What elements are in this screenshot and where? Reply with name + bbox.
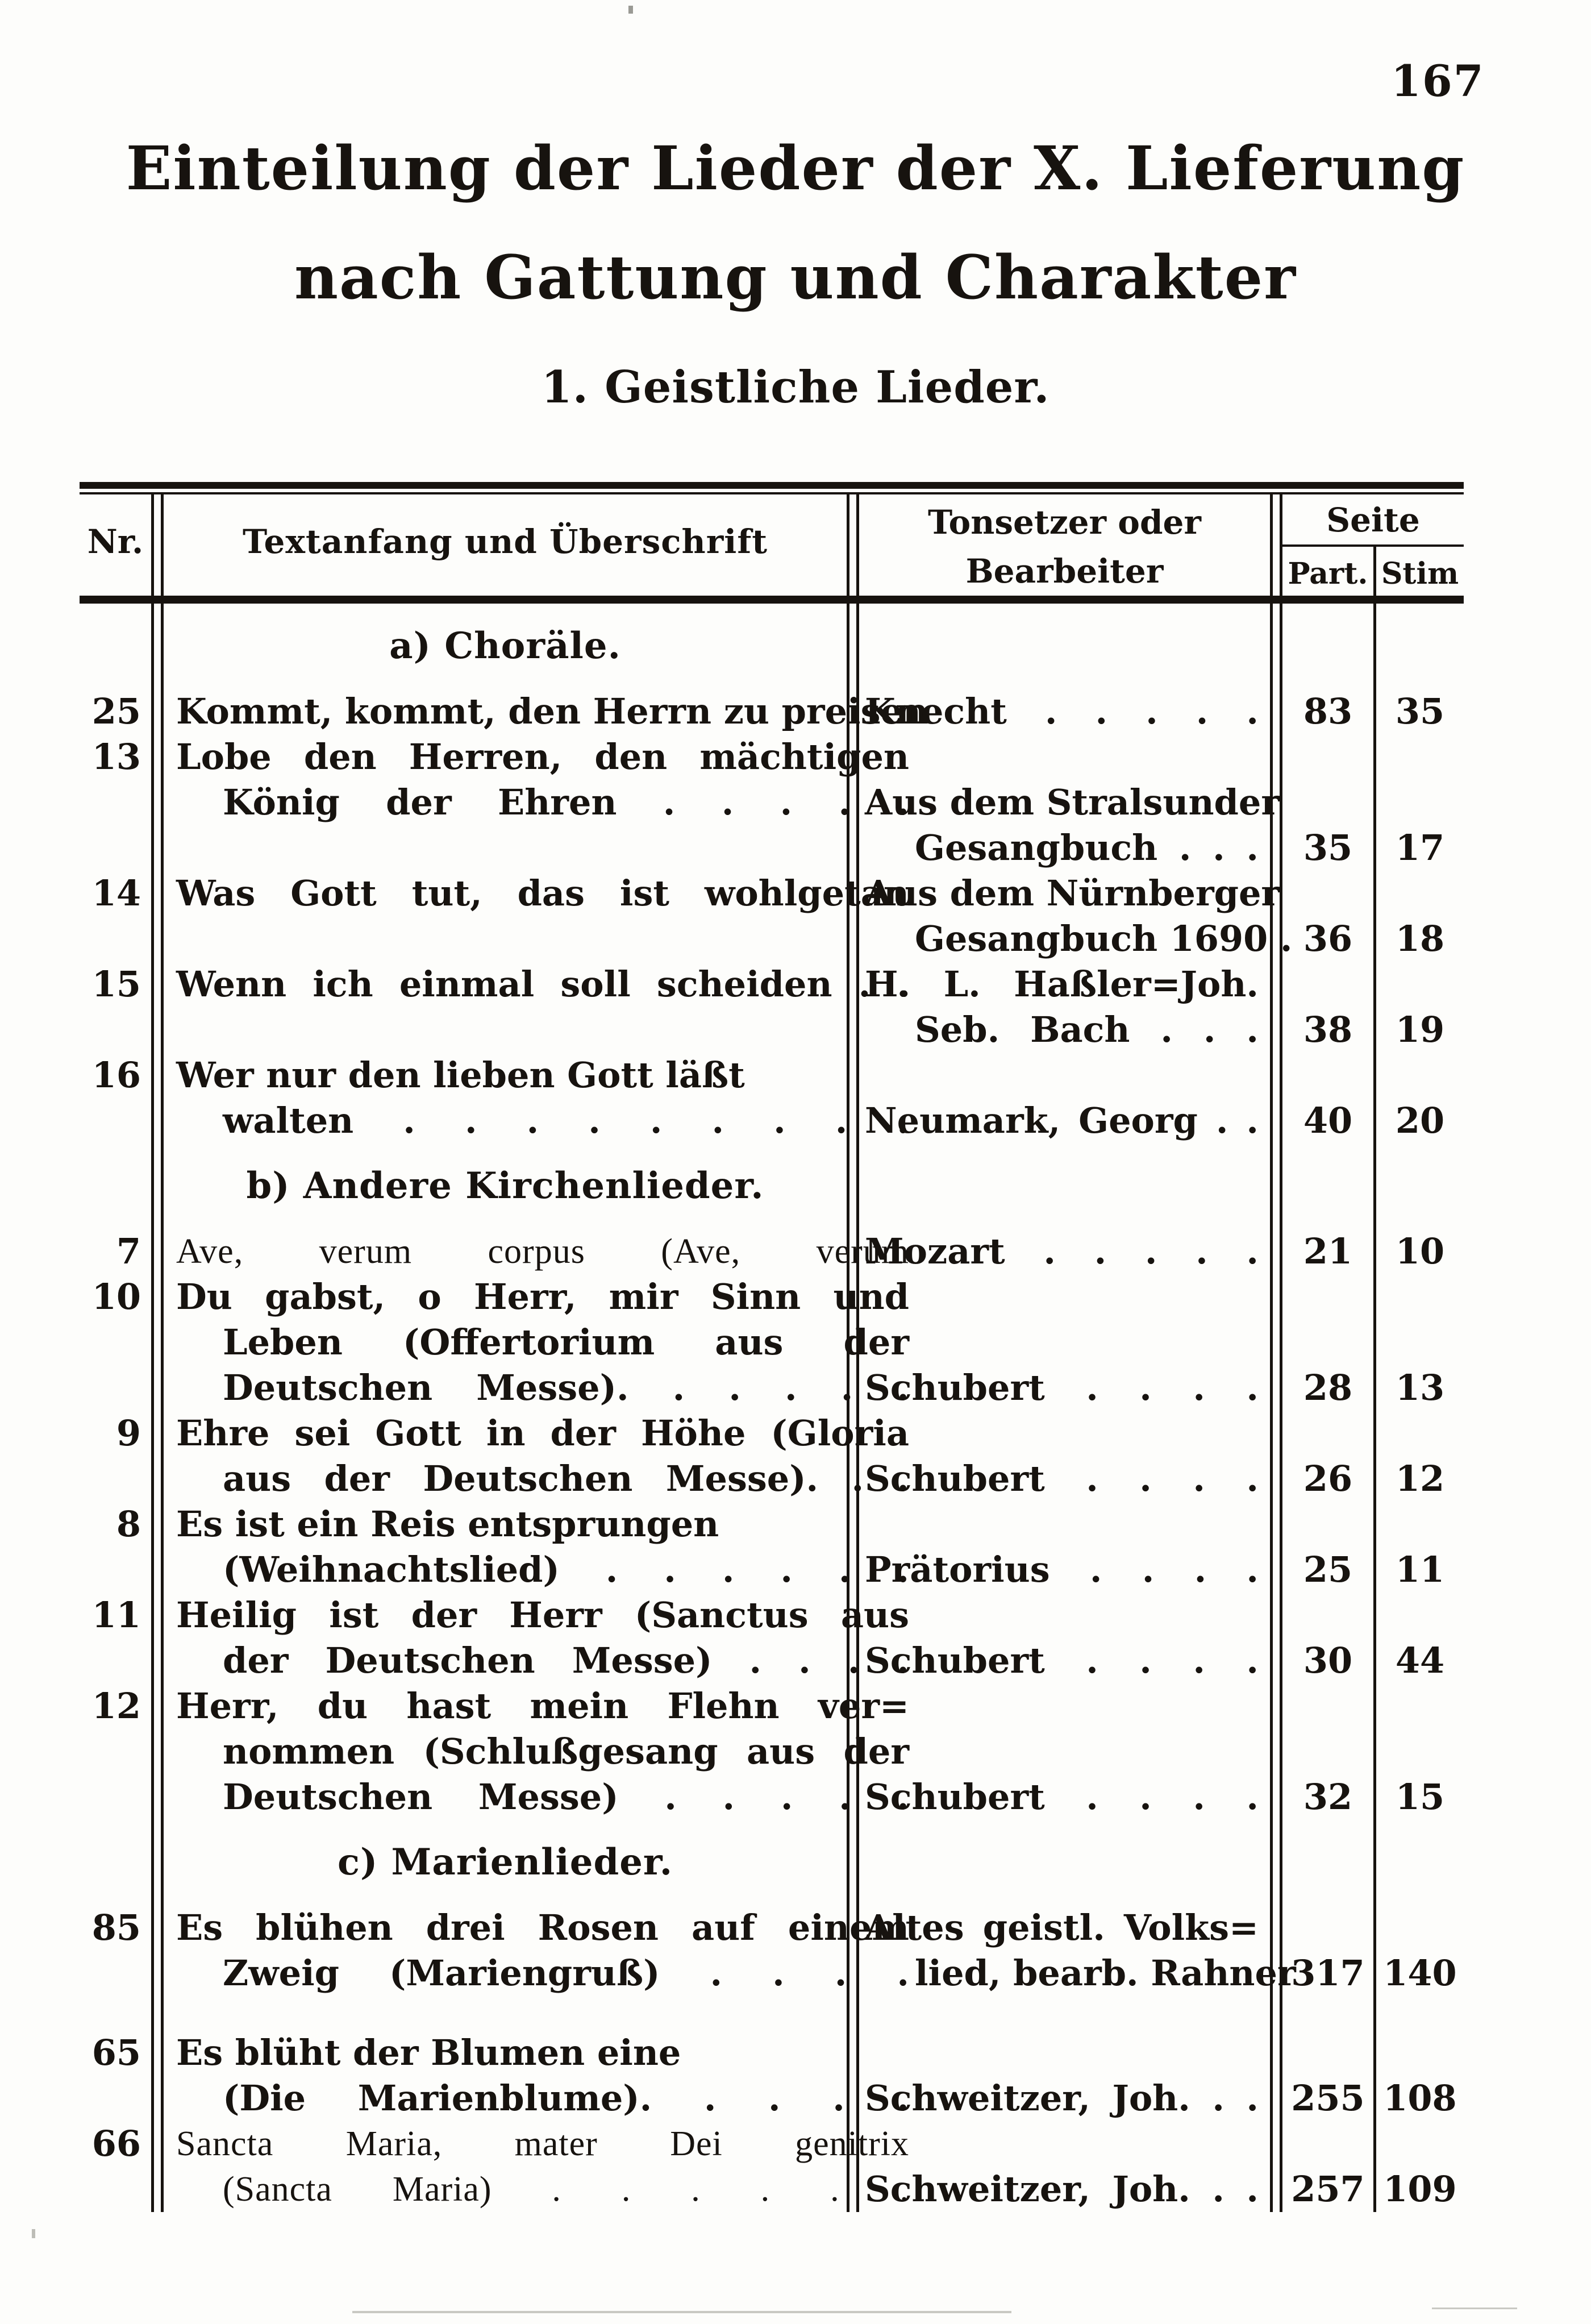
stim-page-cell — [1376, 2121, 1464, 2167]
text-cell: Kommt, kommt, den Herrn zu preisen — [176, 691, 929, 732]
page-title — [0, 114, 1591, 332]
text-cell: Es ist ein Reis entsprungen — [176, 1503, 719, 1545]
nr-cell: 11 — [91, 1594, 141, 1636]
nr-cell: 15 — [91, 963, 141, 1005]
stim-page-cell: 20 — [1395, 1100, 1445, 1141]
stim-page-cell — [1376, 1593, 1464, 1638]
scan-artifact-bottom-mark — [1432, 2308, 1517, 2309]
part-page-cell: 21 — [1303, 1230, 1353, 1272]
part-page-cell — [1282, 1411, 1373, 1456]
text-cell: Sancta Maria, mater Dei genitrix — [176, 2125, 909, 2163]
part-page-cell: 257 — [1291, 2168, 1365, 2210]
table-row — [80, 916, 1464, 962]
table-row — [80, 689, 1464, 734]
nr-cell: 85 — [91, 1907, 141, 1948]
nr-cell — [80, 1320, 141, 1365]
nr-cell — [80, 1456, 141, 1502]
part-page-cell — [1282, 2030, 1373, 2076]
text-cell: Es blüht der Blumen eine — [176, 2032, 681, 2073]
column-header-nr: Nr. — [87, 522, 144, 561]
part-page-cell: 40 — [1303, 1100, 1353, 1141]
table-top-rule-thin — [80, 492, 1464, 494]
text-cell: Was Gott tut, das ist wohlgetan — [176, 872, 909, 914]
tonsetzer-cell: H. L. Haßler=Joh. — [865, 963, 1259, 1005]
table-row — [80, 1411, 1464, 1456]
table-row — [80, 871, 1464, 916]
part-page-cell: 255 — [1291, 2077, 1365, 2119]
text-cell: Heilig ist der Herr (Sanctus aus — [176, 1594, 909, 1636]
table-row — [80, 2076, 1464, 2121]
text-cell: (Sancta Maria) . . . . . . — [223, 2170, 909, 2209]
stim-page-cell — [1376, 1411, 1464, 1456]
table-row — [80, 1951, 1464, 1996]
stim-page-cell: 108 — [1383, 2077, 1457, 2119]
song-index-table — [80, 482, 1464, 2212]
nr-cell: 9 — [116, 1412, 141, 1454]
section-label: a) Choräle. — [389, 625, 621, 667]
stim-page-cell: 10 — [1395, 1230, 1445, 1272]
tonsetzer-cell — [865, 2030, 1259, 2076]
stim-page-cell: 17 — [1395, 827, 1445, 868]
nr-cell — [80, 1951, 141, 1996]
table-body — [80, 604, 1464, 2212]
nr-cell: 7 — [116, 1230, 141, 1272]
text-cell: (Weihnachtslied) . . . . . . — [223, 1549, 909, 1590]
table-row — [80, 1593, 1464, 1638]
part-page-cell: 83 — [1303, 691, 1353, 732]
part-page-cell: 25 — [1303, 1549, 1353, 1590]
part-page-cell — [1282, 962, 1373, 1007]
scan-artifact-left-speck — [32, 2229, 35, 2238]
stim-page-cell — [1376, 734, 1464, 780]
part-page-cell: 35 — [1303, 827, 1353, 868]
nr-cell — [80, 1774, 141, 1820]
stim-page-cell — [1376, 1274, 1464, 1320]
page-title-line1: Einteilung der Lieder der X. Lieferung — [126, 132, 1465, 203]
stim-page-cell — [1376, 1053, 1464, 1098]
text-cell: Deutschen Messe). . . . . . — [223, 1367, 909, 1408]
table-row — [80, 1729, 1464, 1774]
part-page-cell: 26 — [1303, 1458, 1353, 1499]
tonsetzer-cell — [865, 1320, 1259, 1365]
part-page-cell — [1282, 780, 1373, 825]
stim-page-cell: 13 — [1395, 1367, 1445, 1408]
tonsetzer-cell: Schubert . . . . — [865, 1640, 1259, 1681]
section-label: c) Marienlieder. — [337, 1841, 673, 1884]
table-row — [80, 734, 1464, 780]
tonsetzer-cell — [865, 1411, 1259, 1456]
tonsetzer-cell: Schubert . . . . — [865, 1776, 1259, 1818]
tonsetzer-cell — [865, 1683, 1259, 1729]
text-cell: Wer nur den lieben Gott läßt — [176, 1054, 745, 1096]
tonsetzer-cell: Gesangbuch 1690 . — [915, 918, 1293, 959]
table-row — [80, 2030, 1464, 2076]
text-cell: Ehre sei Gott in der Höhe (Gloria — [176, 1412, 909, 1454]
table-row — [80, 1098, 1464, 1144]
column-header-stim: Stim — [1381, 556, 1459, 591]
nr-cell: 12 — [91, 1685, 141, 1727]
text-cell: König der Ehren . . . . . — [223, 781, 909, 823]
nr-cell — [80, 2167, 141, 2212]
column-header-seite: Seite — [1326, 501, 1420, 539]
table-row — [80, 1274, 1464, 1320]
part-page-cell: 36 — [1303, 918, 1353, 959]
table-row — [80, 1547, 1464, 1593]
scan-artifact-top-speck — [628, 6, 633, 14]
table-top-rule-thick — [80, 482, 1464, 489]
nr-cell — [80, 1098, 141, 1144]
text-cell: der Deutschen Messe) . . . . — [223, 1640, 909, 1681]
tonsetzer-cell: Neumark, Georg . . — [865, 1100, 1259, 1141]
nr-cell — [80, 825, 141, 871]
table-row — [80, 1320, 1464, 1365]
page-title-line2: nach Gattung und Charakter — [294, 242, 1297, 313]
spacer-row — [80, 1996, 1464, 2030]
tonsetzer-cell: lied, bearb. Rahner — [915, 1952, 1296, 1994]
part-page-cell — [1282, 1729, 1373, 1774]
tonsetzer-cell: Schubert . . . . — [865, 1458, 1259, 1499]
column-header-part: Part. — [1288, 556, 1368, 591]
text-cell: Ave, verum corpus (Ave, verum — [176, 1232, 909, 1271]
stim-page-cell: 35 — [1395, 691, 1445, 732]
text-cell: aus der Deutschen Messe). . . — [223, 1458, 909, 1499]
stim-page-cell — [1376, 871, 1464, 916]
stim-page-cell: 12 — [1395, 1458, 1445, 1499]
column-header-tonsetzer — [859, 498, 1270, 596]
stim-page-cell: 44 — [1395, 1640, 1445, 1681]
stim-page-cell: 11 — [1395, 1549, 1445, 1590]
table-row — [80, 825, 1464, 871]
text-cell: Herr, du hast mein Flehn ver= — [176, 1685, 909, 1727]
header-bottom-rule — [80, 596, 1464, 604]
nr-cell: 10 — [91, 1276, 141, 1317]
stim-page-cell: 140 — [1383, 1952, 1457, 1994]
nr-cell — [80, 1007, 141, 1053]
part-page-cell — [1282, 1502, 1373, 1547]
tonsetzer-cell: Knecht . . . . . — [865, 691, 1259, 732]
part-page-cell: 28 — [1303, 1367, 1353, 1408]
text-cell: nommen (Schlußgesang aus der — [223, 1731, 909, 1772]
table-row — [80, 1683, 1464, 1729]
stim-page-cell: 15 — [1395, 1776, 1445, 1818]
stim-page-cell: 19 — [1395, 1009, 1445, 1050]
stim-page-cell — [1376, 2030, 1464, 2076]
table-row — [80, 962, 1464, 1007]
section-subtitle: 1. Geistliche Lieder. — [541, 361, 1050, 413]
tonsetzer-cell — [865, 2121, 1259, 2167]
nr-cell: 25 — [91, 691, 141, 732]
tonsetzer-cell — [865, 1274, 1259, 1320]
table-row — [80, 1502, 1464, 1547]
stim-page-cell: 18 — [1395, 918, 1445, 959]
tonsetzer-cell: Aus dem Nürnberger — [865, 872, 1280, 914]
part-page-cell — [1282, 2121, 1373, 2167]
part-page-cell: 30 — [1303, 1640, 1353, 1681]
nr-cell: 13 — [91, 736, 141, 778]
nr-cell: 66 — [91, 2123, 141, 2164]
tonsetzer-cell: Schweitzer, Joh. . . — [865, 2077, 1259, 2119]
tonsetzer-cell — [865, 1502, 1259, 1547]
tonsetzer-cell: Mozart . . . . . — [865, 1230, 1259, 1272]
tonsetzer-cell — [865, 1053, 1259, 1098]
nr-cell — [80, 916, 141, 962]
part-page-cell — [1282, 1593, 1373, 1638]
stim-page-cell — [1376, 1683, 1464, 1729]
text-cell: Leben (Offertorium aus der — [223, 1321, 909, 1363]
page-number: 167 — [1391, 56, 1485, 106]
text-cell — [176, 1007, 909, 1053]
tonsetzer-cell: Schweitzer, Joh. . . — [865, 2168, 1259, 2210]
text-cell: Lobe den Herren, den mächtigen — [176, 736, 909, 778]
nr-cell — [80, 780, 141, 825]
tonsetzer-cell — [865, 1729, 1259, 1774]
column-header-text: Textanfang und Überschrift — [242, 522, 768, 561]
part-page-cell — [1282, 871, 1373, 916]
text-cell: walten . . . . . . . . . — [223, 1100, 909, 1141]
nr-cell: 65 — [91, 2032, 141, 2073]
text-cell: Zweig (Mariengruß) . . . . — [223, 1952, 909, 1994]
tonsetzer-cell: Gesangbuch . . . — [915, 827, 1259, 868]
tonsetzer-cell: Schubert . . . . — [865, 1367, 1259, 1408]
stim-page-cell — [1376, 1729, 1464, 1774]
nr-cell — [80, 1638, 141, 1683]
tonsetzer-cell: Altes geistl. Volks= — [865, 1907, 1259, 1948]
text-cell — [176, 916, 909, 962]
nr-cell — [80, 1547, 141, 1593]
table-row — [80, 1007, 1464, 1053]
part-page-cell — [1282, 1274, 1373, 1320]
stim-page-cell — [1376, 780, 1464, 825]
table-row — [80, 1638, 1464, 1683]
table-row — [80, 1774, 1464, 1820]
text-cell: Deutschen Messe) . . . . . — [223, 1776, 909, 1818]
tonsetzer-cell — [865, 1593, 1259, 1638]
nr-cell — [80, 1365, 141, 1411]
nr-cell — [80, 1729, 141, 1774]
tonsetzer-cell: Seb. Bach . . . — [915, 1009, 1259, 1050]
tonsetzer-cell — [865, 734, 1259, 780]
text-cell: Wenn ich einmal soll scheiden . . — [176, 963, 909, 1005]
nr-cell — [80, 2076, 141, 2121]
stim-page-cell — [1376, 1502, 1464, 1547]
section-header-row — [80, 1820, 1464, 1905]
stim-page-cell: 109 — [1383, 2168, 1457, 2210]
part-page-cell — [1282, 1053, 1373, 1098]
part-page-cell — [1282, 1905, 1373, 1951]
section-header-row — [80, 604, 1464, 689]
text-cell: (Die Marienblume). . . . . — [223, 2077, 909, 2119]
table-row — [80, 1365, 1464, 1411]
table-row — [80, 780, 1464, 825]
text-cell: Du gabst, o Herr, mir Sinn und — [176, 1276, 909, 1317]
nr-cell: 8 — [116, 1503, 141, 1545]
tonsetzer-cell: Aus dem Stralsunder — [865, 781, 1280, 823]
stim-page-cell — [1376, 1905, 1464, 1951]
tonsetzer-cell: Prätorius . . . . — [865, 1549, 1259, 1590]
table-row — [80, 2121, 1464, 2167]
table-row — [80, 1229, 1464, 1274]
section-header-row — [80, 1144, 1464, 1229]
table-row — [80, 1905, 1464, 1951]
part-page-cell: 38 — [1303, 1009, 1353, 1050]
text-cell: Es blühen drei Rosen auf einem — [176, 1907, 909, 1948]
stim-page-cell — [1376, 962, 1464, 1007]
stim-page-cell — [1376, 1320, 1464, 1365]
part-page-cell: 32 — [1303, 1776, 1353, 1818]
table-row — [80, 2167, 1464, 2212]
part-page-cell — [1282, 1683, 1373, 1729]
part-page-cell — [1282, 1320, 1373, 1365]
scan-artifact-bottom-line — [352, 2311, 1011, 2313]
nr-cell: 14 — [91, 872, 141, 914]
text-cell — [176, 825, 909, 871]
table-row — [80, 1053, 1464, 1098]
table-row — [80, 1456, 1464, 1502]
part-page-cell: 317 — [1291, 1952, 1365, 1994]
section-label: b) Andere Kirchenlieder. — [246, 1165, 764, 1207]
nr-cell: 16 — [91, 1054, 141, 1096]
column-header-tonsetzer-line2: Bearbeiter — [965, 552, 1164, 591]
column-header-tonsetzer-line1: Tonsetzer oder — [928, 503, 1201, 542]
part-page-cell — [1282, 734, 1373, 780]
